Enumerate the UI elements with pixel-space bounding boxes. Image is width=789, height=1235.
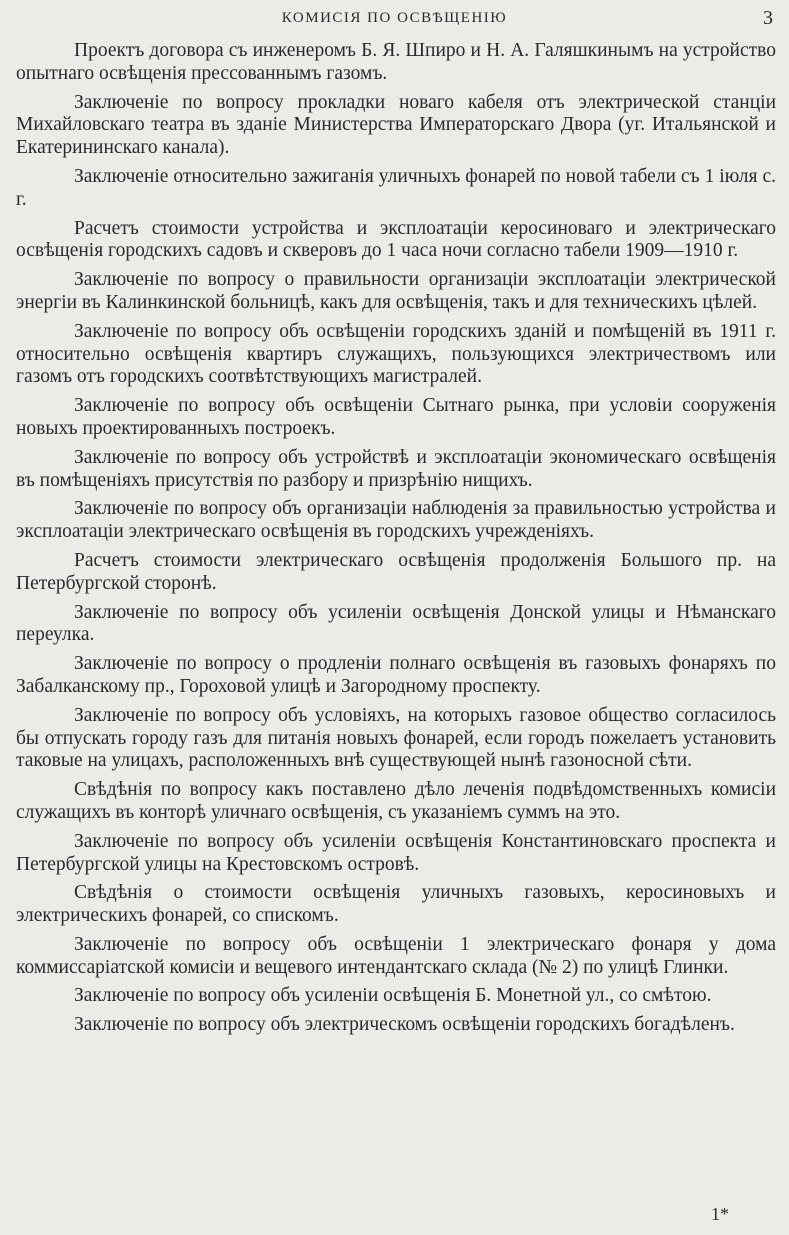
entry: Заключеніе по вопросу о правильности организаціи эксплоатаціи электрической энергіи въ Калинкинской больницѣ, какъ для освѣщенія, такъ и для техническихъ цѣлей. (16, 269, 776, 313)
body-text (16, 40, 776, 1043)
entry: Заключеніе по вопросу объ освѣщеніи 1 электрическаго фонаря у дома коммиссаріатской комисіи и вещевого интендантскаго склада (№ 2) по улицѣ Глинки. (16, 933, 776, 978)
entry: Заключеніе по вопросу о продленіи полнаго освѣщенія въ газовыхъ фонаряхъ по Забалканскому пр., Гороховой улицѣ и Загородному проспекту. (16, 653, 776, 697)
entry: Расчетъ стоимости устройства и эксплоатаціи керосиноваго и электрическаго освѣщенія городскихъ садовъ и скверовъ до 1 часа ночи согласно табели 1909—1910 г. (16, 217, 776, 262)
entry: Заключеніе по вопросу объ организаціи наблюденія за правильностью устройства и эксплоатаціи электрическаго освѣщенія въ городскихъ учрежденіяхъ. (16, 498, 776, 543)
entry: Заключеніе по вопросу объ освѣщеніи городскихъ зданій и помѣщеній въ 1911 г. относительно освѣщенія квартиръ служащихъ, пользующихся электричествомъ или газомъ отъ городскихъ соотвѣтствующихъ магистралей. (16, 320, 776, 388)
entry: Заключеніе относительно зажиганія уличныхъ фонарей по новой табели съ 1 іюля с. г. (16, 165, 776, 210)
running-title: КОМИСІЯ ПО ОСВѢЩЕНІЮ (281, 10, 508, 26)
entry: Заключеніе по вопросу объ условіяхъ, на которыхъ газовое общество согласилось бы отпускать городу газъ для питанія новыхъ фонарей, если городъ пожелаетъ установить таковые на улицахъ, расположенныхъ внѣ существующей нынѣ газоносной сѣти. (16, 704, 776, 772)
running-head (0, 6, 789, 30)
entry: Заключеніе по вопросу объ усиленіи освѣщенія Б. Монетной ул., со смѣтою. (74, 985, 712, 1007)
entry: Заключеніе по вопросу объ устройствѣ и эксплоатаціи экономическаго освѣщенія въ помѣщеніяхъ присутствія по разбору и призрѣнію нищихъ. (16, 446, 776, 491)
entry: Заключеніе по вопросу объ усиленіи освѣщенія Донской улицы и Нѣманскаго переулка. (16, 601, 776, 646)
entry: Заключеніе по вопросу прокладки новаго кабеля отъ электрической станціи Михайловскаго театра въ зданіе Министерства Императорскаго Двора (уг. Итальянской и Екатерининскаго канала). (16, 91, 776, 159)
entry: Заключеніе по вопросу объ электрическомъ освѣщеніи городскихъ богадѣленъ. (74, 1014, 735, 1036)
page-number: 3 (763, 7, 773, 29)
signature-mark: 1* (711, 1204, 729, 1224)
entry: Заключеніе по вопросу объ освѣщеніи Сытнаго рынка, при условіи сооруженія новыхъ проектированныхъ построекъ. (16, 395, 776, 439)
entry: Расчетъ стоимости электрическаго освѣщенія продолженія Большого пр. на Петербургской сторонѣ. (16, 549, 776, 594)
entry: Заключеніе по вопросу объ усиленіи освѣщенія Константиновскаго проспекта и Петербургской улицы на Крестовскомъ островѣ. (16, 830, 776, 875)
entry: Проектъ договора съ инженеромъ Б. Я. Шпиро и Н. А. Галяшкинымъ на устройство опытнаго освѣщенія прессованнымъ газомъ. (16, 40, 776, 84)
entry: Свѣдѣнія по вопросу какъ поставлено дѣло леченія подвѣдомственныхъ комисіи служащихъ въ конторѣ уличнаго освѣщенія, съ указаніемъ суммъ на это. (16, 779, 776, 823)
entry: Свѣдѣнія о стоимости освѣщенія уличныхъ газовыхъ, керосиновыхъ и электрическихъ фонарей, со спискомъ. (16, 882, 776, 927)
